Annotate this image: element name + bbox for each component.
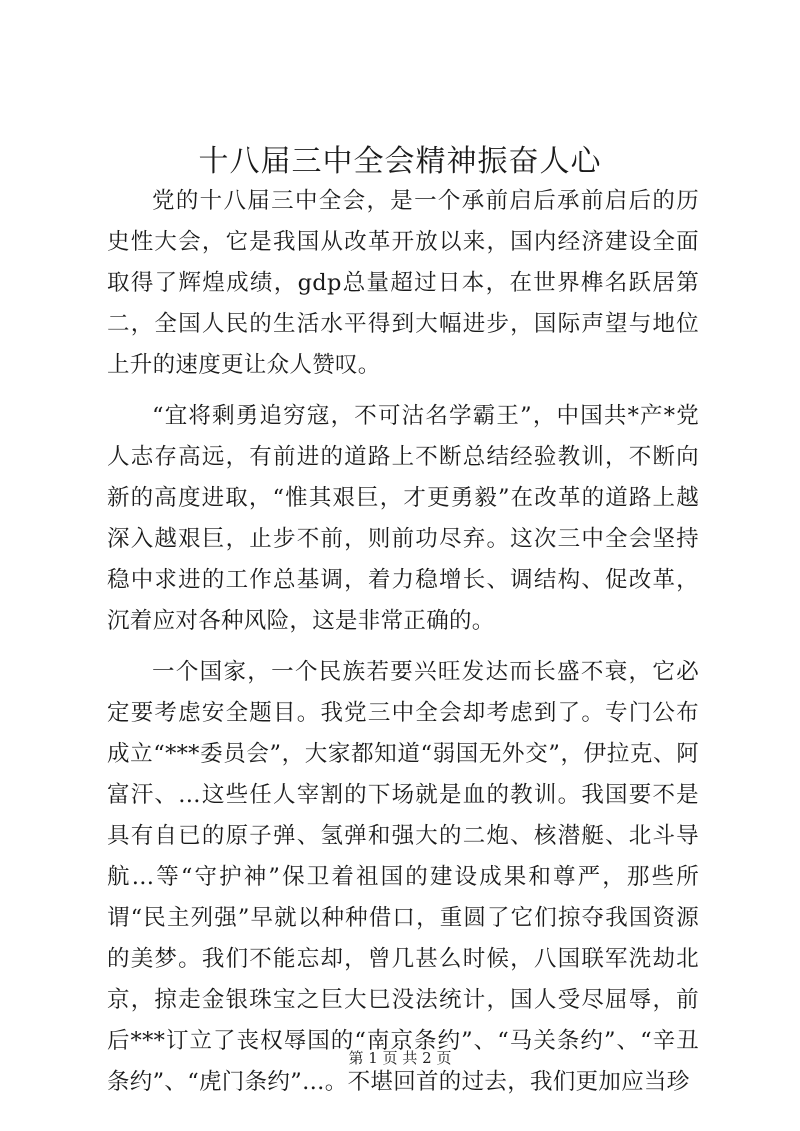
document-title: 十八届三中全会精神振奋人心 <box>198 144 602 179</box>
paragraph-3: 一个国家，一个民族若要兴旺发达而长盛不衰，它必定要考虑安全题目。我党三中全会却考虑到了。专门公布成立“***委员会”，大家都知道“弱国无外交”，伊拉克、阿富汗、…这些任人宰割的下场就是血的教训。我国要不是具有自已的原子弹、氢弹和强大的二炮、核潜艇、北斗导航…等“守护神”保卫着祖国的建设成果和尊严，那些所谓“民主列强”早就以种种借口，重圆了它们掠夺我国资源的美梦。我们不能忘却，曾几甚么时候，八国联军洗劫北京，掠走金银珠宝之巨大巳没法统计，国人受尽屈辱，前后***订立了丧权辱国的“南京条约”、“马关条约”、“辛丑条约”、“虎门条约”…。不堪回首的过去，我们更加应当珍 <box>107 659 699 1095</box>
document-body <box>107 181 699 1113</box>
paragraph-2: “宜将剩勇追穷寇，不可沽名学霸王”，中国共*产*党人志存高远，有前进的道路上不断总结经验教训，不断向新的高度进取，“惟其艰巨，才更勇毅”在改革的道路上越深入越艰巨，止步不前，则前功尽弃。这次三中全会坚持稳中求进的工作总基调，着力稳增长、调结构、促改革，沉着应对各种风险，这是非常正确的。 <box>107 403 699 634</box>
page-footer <box>0 1048 800 1068</box>
page-number-label: 第 1 页 共 2 页 <box>348 1049 452 1067</box>
paragraph-1: 党的十八届三中全会，是一个承前启后承前启后的历史性大会，它是我国从改革开放以来，国内经济建设全面取得了辉煌成绩，gdp总量超过日本，在世界榫名跃居第二，全国人民的生活水平得到大幅进步，国际声望与地位上升的速度更让众人赞叹。 <box>107 188 699 378</box>
